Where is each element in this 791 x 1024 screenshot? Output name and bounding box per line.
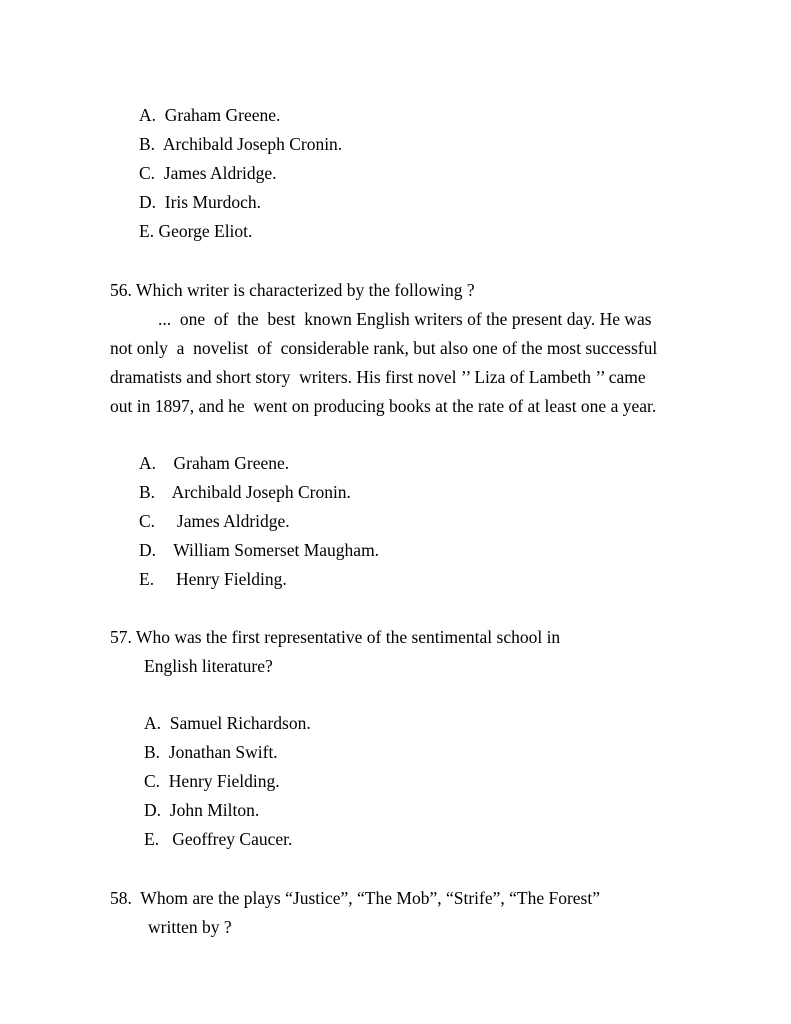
q56-passage-line-3: dramatists and short story writers. His first novel ’’ Liza of Lambeth ’’ came	[110, 367, 646, 387]
q56-option-c: C. James Aldridge.	[139, 511, 290, 531]
q57-question-line-2: English literature?	[144, 656, 273, 676]
q57-option-d: D. John Milton.	[144, 800, 260, 820]
q57-option-b: B. Jonathan Swift.	[144, 742, 278, 762]
q56-passage-line-1: ... one of the best known English writers of the present day. He was	[158, 309, 652, 329]
q55-option-a: A. Graham Greene.	[139, 105, 281, 125]
q56-option-d: D. William Somerset Maugham.	[139, 540, 380, 560]
q55-option-b: B. Archibald Joseph Cronin.	[139, 134, 343, 154]
q57-question-line-1: 57. Who was the first representative of the sentimental school in	[110, 627, 561, 647]
q55-option-e: E. George Eliot.	[139, 221, 253, 241]
q57-option-c: C. Henry Fielding.	[144, 771, 280, 791]
q57-option-a: A. Samuel Richardson.	[144, 713, 311, 733]
q58-question-line-1: 58. Whom are the plays “Justice”, “The Mob”, “Strife”, “The Forest”	[110, 888, 600, 908]
q56-passage-line-4: out in 1897, and he went on producing books at the rate of at least one a year.	[110, 396, 657, 416]
q56-option-b: B. Archibald Joseph Cronin.	[139, 482, 351, 502]
q56-option-e: E. Henry Fielding.	[139, 569, 287, 589]
q55-option-d: D. Iris Murdoch.	[139, 192, 261, 212]
q58-question-line-2: written by ?	[148, 917, 232, 937]
q55-option-c: C. James Aldridge.	[139, 163, 277, 183]
q56-question: 56. Which writer is characterized by the following ?	[110, 280, 475, 300]
q57-option-e: E. Geoffrey Caucer.	[144, 829, 293, 849]
q56-option-a: A. Graham Greene.	[139, 453, 290, 473]
q56-passage-line-2: not only a novelist of considerable rank, but also one of the most successful	[110, 338, 658, 358]
